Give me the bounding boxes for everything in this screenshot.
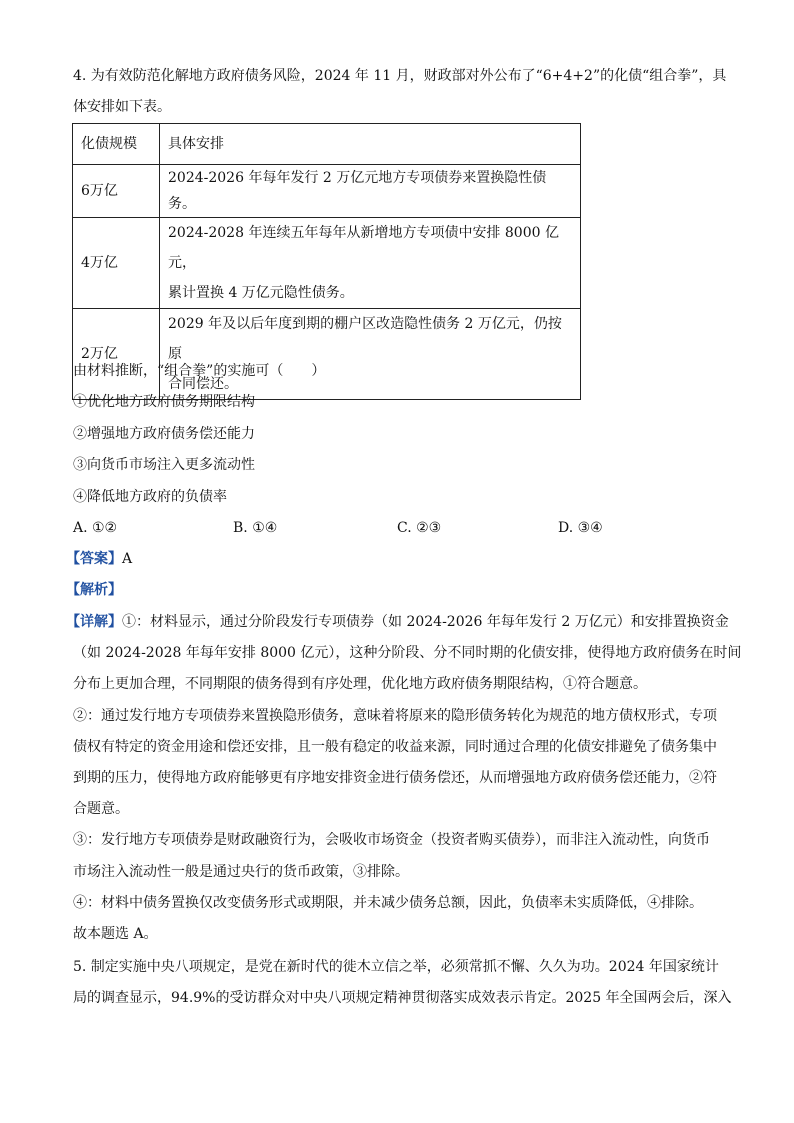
debt-plan-table	[72, 123, 581, 400]
table-row	[73, 309, 581, 400]
option-c: C. ②③	[397, 520, 442, 536]
row-scale: 4万亿	[73, 218, 160, 309]
option-a: A. ①②	[73, 520, 118, 536]
detail-line-5: 债权有特定的资金用途和偿还安排，且一般有稳定的收益来源，同时通过合理的化债安排避免了债务集中	[73, 739, 717, 755]
statement-4: ④降低地方政府的负债率	[73, 489, 227, 505]
answer-line	[66, 549, 132, 569]
row-plan	[160, 309, 581, 400]
q4-question: 由材料推断，“组合拳”的实施可（ ）	[73, 363, 326, 379]
detail-line-3: 分布上更加合理，不同期限的债务得到有序处理，优化地方政府债务期限结构，①符合题意。	[73, 676, 647, 692]
q5-line-1: 5. 制定实施中央八项规定，是党在新时代的徙木立信之举，必须常抓不懈、久久为功。2024 年国家统计	[73, 959, 719, 975]
detail-line-7: 合题意。	[73, 801, 129, 817]
q4-stem-line-1: 4. 为有效防范化解地方政府债务风险，2024 年 11 月，财政部对外公布了“6+4+2”的化债“组合拳”，具	[73, 68, 727, 84]
header-plan: 具体安排	[160, 124, 581, 165]
row-scale: 2万亿	[73, 309, 160, 400]
analysis-line	[66, 580, 122, 600]
detail-text: ①：材料显示，通过分阶段发行专项债券（如 2024-2026 年每年发行 2 万亿元）和安排置换资金	[122, 614, 729, 630]
header-scale: 化债规模	[73, 124, 160, 165]
statement-3: ③向货币市场注入更多流动性	[73, 457, 255, 473]
detail-line-1	[66, 612, 729, 632]
detail-line-2: （如 2024-2028 年每年安排 8000 亿元），这种分阶段、分不同时期的化债安排，使得地方政府债务在时间	[73, 645, 742, 661]
answer-value: A	[122, 551, 133, 567]
table-row	[73, 218, 581, 309]
detail-line-10: ④：材料中债务置换仅改变债务形式或期限，并未减少债务总额，因此，负债率未实质降低，④排除。	[73, 895, 703, 911]
answer-tag: 【答案】	[66, 551, 122, 567]
detail-tag: 【详解】	[66, 614, 122, 630]
row-plan	[160, 218, 581, 309]
option-d: D. ③④	[558, 520, 603, 536]
row-plan-line: 2029 年及以后年度到期的棚户区改造隐性债务 2 万亿元，仍按原	[168, 316, 562, 362]
q5-line-2: 局的调查显示，94.9%的受访群众对中央八项规定精神贯彻落实成效表示肯定。2025 年全国两会后，深入	[73, 990, 732, 1006]
detail-line-4: ②：通过发行地方专项债券来置换隐形债务，意味着将原来的隐形债务转化为规范的地方债权形式，专项	[73, 708, 717, 724]
row-plan-line: 累计置换 4 万亿元隐性债务。	[168, 285, 354, 301]
statement-1: ①优化地方政府债务期限结构	[73, 394, 255, 410]
detail-line-8: ③：发行地方专项债券是财政融资行为，会吸收市场资金（投资者购买债券），而非注入流动性，向货币	[73, 832, 710, 848]
statement-2: ②增强地方政府债务偿还能力	[73, 426, 255, 442]
row-plan-line: 合同偿还。	[168, 376, 238, 392]
row-plan-line: 2024-2028 年连续五年每年从新增地方专项债中安排 8000 亿元，	[168, 225, 559, 271]
detail-line-9: 市场注入流动性一般是通过央行的货币政策，③排除。	[73, 864, 409, 880]
table-row	[73, 165, 581, 218]
row-scale: 6万亿	[73, 165, 160, 218]
row-plan	[160, 165, 581, 218]
row-plan-line: 2024-2026 年每年发行 2 万亿元地方专项债券来置换隐性债务。	[168, 170, 547, 212]
detail-line-6: 到期的压力，使得地方政府能够更有序地安排资金进行债务偿还，从而增强地方政府债务偿还能力，②符	[73, 770, 717, 786]
table-header-row	[73, 124, 581, 165]
option-b: B. ①④	[233, 520, 278, 536]
analysis-tag: 【解析】	[66, 582, 122, 598]
q4-stem-line-2: 体安排如下表。	[73, 99, 171, 115]
detail-line-11: 故本题选 A。	[73, 926, 158, 942]
